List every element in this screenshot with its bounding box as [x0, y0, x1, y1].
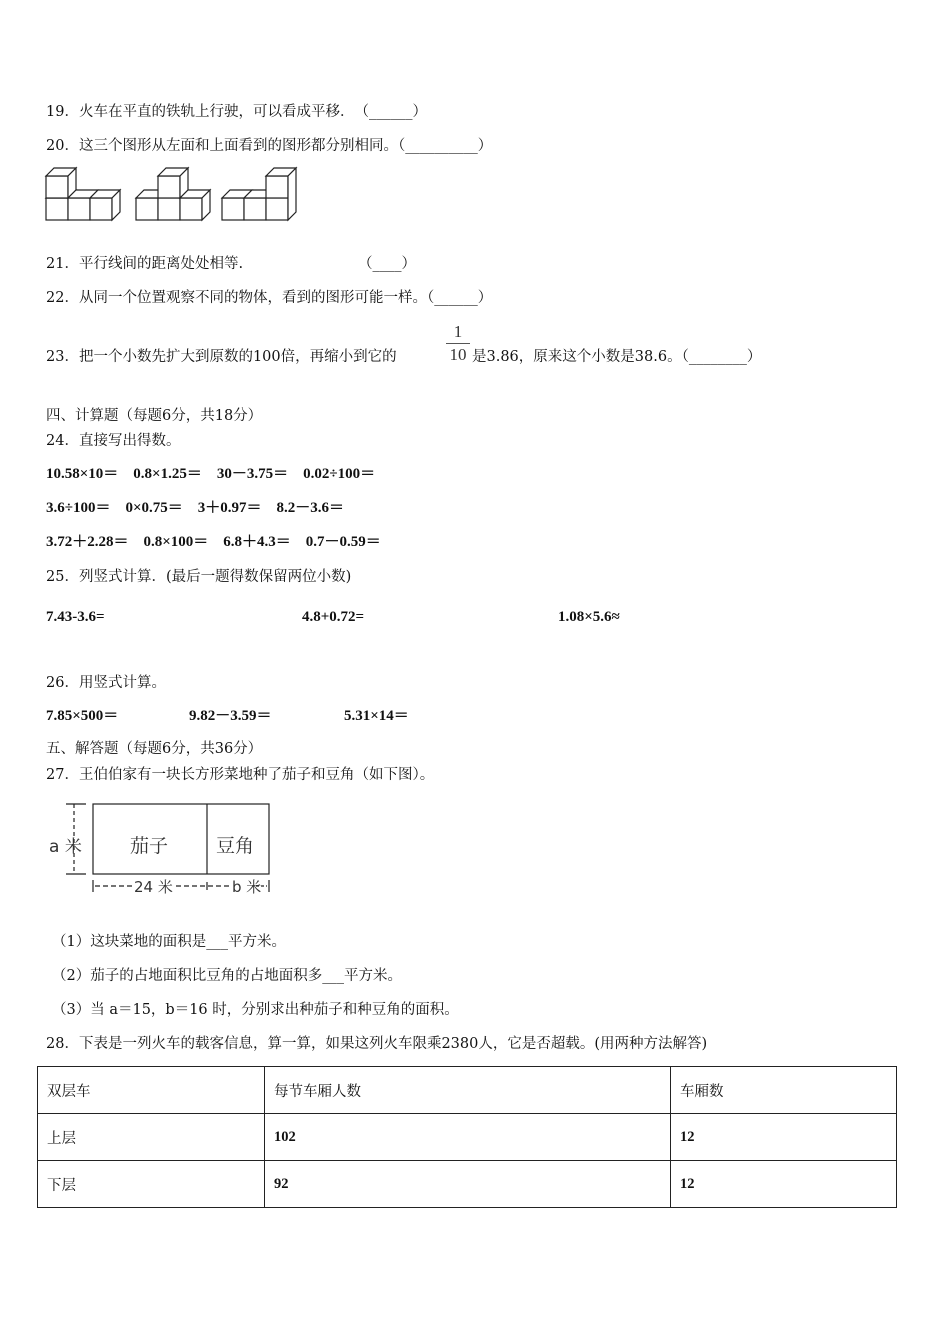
cube-figure-2 — [136, 168, 210, 220]
train-table — [37, 1066, 897, 1208]
q26-item-1: 7.85×500＝ — [46, 708, 119, 724]
fraction-denominator: 10 — [449, 345, 467, 364]
question-21-blank: （____） — [358, 256, 416, 272]
q25-item-1: 7.43-3.6= — [46, 609, 105, 625]
field-label-24m: 24 米 — [134, 878, 173, 896]
q26-item-2: 9.82－3.59＝ — [189, 708, 272, 724]
question-23-after: 是3.86，原来这个小数是38.6。（________） — [472, 349, 762, 365]
field-label-eggplant: 茄子 — [130, 835, 169, 857]
q24-row-3: 3.72＋2.28＝ 0.8×100＝ 6.8＋4.3＝ 0.7－0.59＝ — [46, 534, 381, 550]
question-20: 20．这三个图形从左面和上面看到的图形都分别相同。（__________） — [46, 138, 493, 154]
section-4-title: 四、计算题（每题6分，共18分） — [46, 408, 263, 424]
table-cell: 92 — [265, 1161, 671, 1208]
question-19: 19．火车在平直的铁轨上行驶，可以看成平移． （______） — [46, 104, 427, 120]
table-cell: 102 — [265, 1114, 671, 1161]
table-row — [38, 1161, 897, 1208]
cube-figure-1 — [46, 168, 120, 220]
table-header: 每节车厢人数 — [265, 1067, 671, 1114]
table-header: 车厢数 — [671, 1067, 897, 1114]
q27-sub-3: （3）当 a＝15，b＝16 时，分别求出种茄子和种豆角的面积。 — [52, 1002, 459, 1018]
q27-sub-1: （1）这块菜地的面积是___平方米。 — [52, 934, 286, 950]
question-21: 21．平行线间的距离处处相等. — [46, 256, 244, 272]
field-label-beans: 豆角 — [216, 835, 255, 857]
cube-figures — [44, 166, 300, 224]
q25-item-2: 4.8+0.72= — [302, 609, 365, 625]
field-diagram — [46, 800, 286, 900]
q26-item-3: 5.31×14＝ — [344, 708, 409, 724]
q25-item-3: 1.08×5.6≈ — [558, 609, 620, 625]
fraction-numerator: 1 — [453, 322, 463, 341]
field-label-b: b 米 — [232, 878, 262, 896]
field-label-a: a 米 — [49, 837, 82, 857]
table-header-row — [38, 1067, 897, 1114]
table-header: 双层车 — [38, 1067, 265, 1114]
fraction-one-tenth — [446, 322, 470, 365]
question-27: 27．王伯伯家有一块长方形菜地种了茄子和豆角（如下图）。 — [46, 767, 435, 783]
question-25: 25．列竖式计算．(最后一题得数保留两位小数) — [46, 569, 352, 585]
table-cell: 12 — [671, 1114, 897, 1161]
question-26: 26．用竖式计算。 — [46, 675, 166, 691]
question-28: 28．下表是一列火车的载客信息，算一算，如果这列火车限乘2380人，它是否超载。(用两种方法解答) — [46, 1036, 708, 1052]
table-cell: 下层 — [38, 1161, 265, 1208]
question-22: 22．从同一个位置观察不同的物体，看到的图形可能一样。（______） — [46, 290, 493, 306]
table-cell: 上层 — [38, 1114, 265, 1161]
cube-figure-3 — [222, 168, 296, 220]
q24-row-1: 10.58×10＝ 0.8×1.25＝ 30－3.75＝ 0.02÷100＝ — [46, 466, 376, 482]
question-23-before: 23．把一个小数先扩大到原数的100倍，再缩小到它的 — [46, 349, 397, 365]
table-row — [38, 1114, 897, 1161]
table-cell: 12 — [671, 1161, 897, 1208]
q24-row-2: 3.6÷100＝ 0×0.75＝ 3＋0.97＝ 8.2－3.6＝ — [46, 500, 345, 516]
question-24: 24．直接写出得数。 — [46, 433, 181, 449]
q27-sub-2: （2）茄子的占地面积比豆角的占地面积多___平方米。 — [52, 968, 402, 984]
section-5-title: 五、解答题（每题6分，共36分） — [46, 741, 263, 757]
